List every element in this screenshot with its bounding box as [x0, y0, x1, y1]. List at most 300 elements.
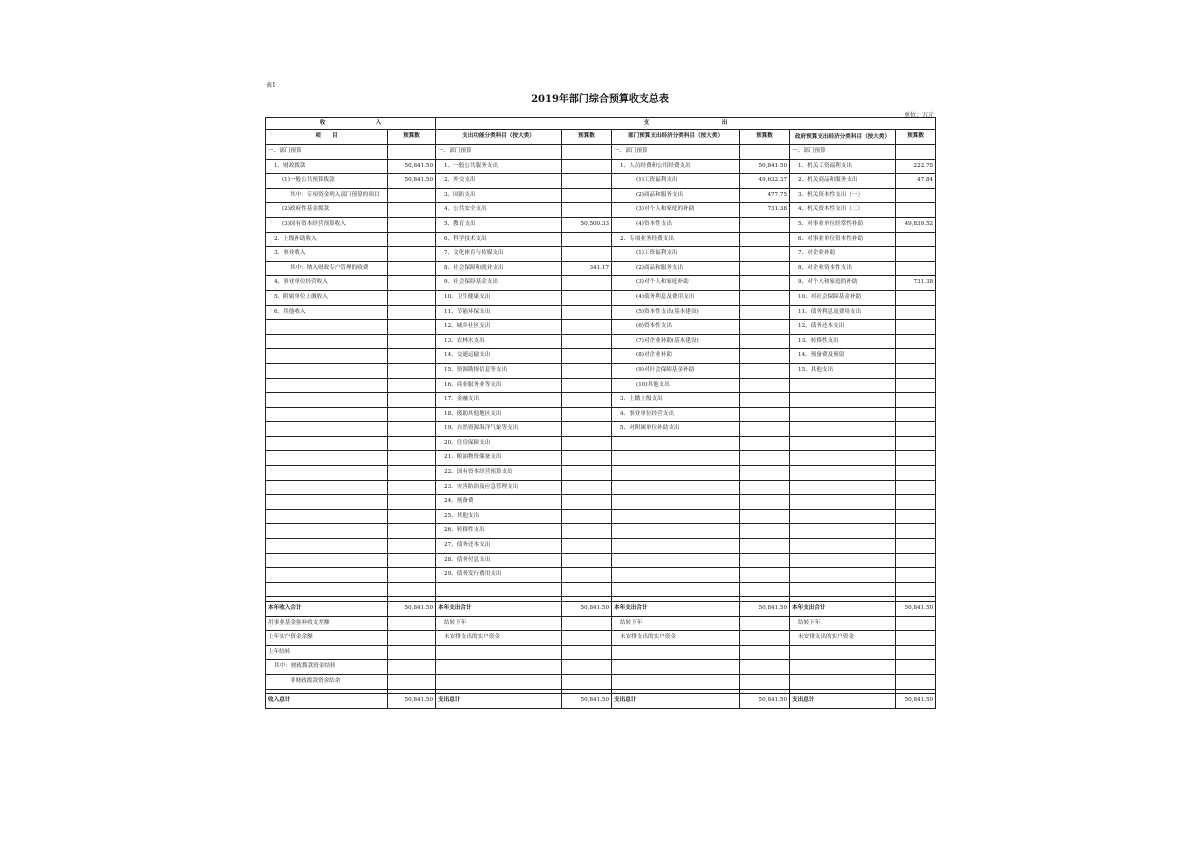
- amount-cell: [562, 524, 612, 539]
- table-row: [266, 261, 936, 276]
- item-cell: 2、专项业务经费支出: [612, 232, 740, 247]
- gov-econ-header: 政府预算支出经济分类科目（按大类）: [790, 130, 896, 145]
- amount-header: 预算数: [896, 130, 936, 145]
- amount-cell: [388, 290, 436, 305]
- amount-cell: [562, 553, 612, 568]
- item-cell: [266, 480, 388, 495]
- item-cell: [266, 363, 388, 378]
- amount-cell: [562, 334, 612, 349]
- item-cell: 25、其他支出: [436, 509, 562, 524]
- amount-cell: [562, 320, 612, 335]
- amount-cell: 50,841.50: [388, 174, 436, 189]
- amount-cell: [896, 349, 936, 364]
- item-cell: 11、债务利息及费用支出: [790, 305, 896, 320]
- table-row: [266, 616, 936, 631]
- amount-cell: [740, 582, 790, 597]
- amount-cell: [740, 631, 790, 646]
- item-cell: 6、科学技术支出: [436, 232, 562, 247]
- item-cell: 9、社会保险基金支出: [436, 276, 562, 291]
- amount-cell: [388, 393, 436, 408]
- amount-cell: [388, 451, 436, 466]
- amount-cell: [740, 247, 790, 262]
- item-cell: [612, 495, 740, 510]
- item-cell: [436, 582, 562, 597]
- amount-cell: [562, 631, 612, 646]
- amount-cell: [896, 422, 936, 437]
- item-cell: 2、外交支出: [436, 174, 562, 189]
- item-cell: [790, 582, 896, 597]
- amount-cell: [896, 334, 936, 349]
- amount-cell: [740, 349, 790, 364]
- amount-cell: [388, 363, 436, 378]
- amount-cell: [562, 495, 612, 510]
- table-row: [266, 290, 936, 305]
- amount-cell: [896, 305, 936, 320]
- amount-cell: [896, 539, 936, 554]
- amount-cell: [740, 290, 790, 305]
- item-cell: [790, 675, 896, 690]
- amount-cell: [896, 203, 936, 218]
- item-cell: 非财政拨款资金结余: [266, 675, 388, 690]
- item-cell: [612, 553, 740, 568]
- amount-cell: [896, 261, 936, 276]
- item-cell: (2)政府性基金拨款: [266, 203, 388, 218]
- table-row: [266, 495, 936, 510]
- table-row: [266, 188, 936, 203]
- amount-cell: [896, 480, 936, 495]
- item-cell: [790, 407, 896, 422]
- amount-cell: [896, 660, 936, 675]
- table-row: [266, 174, 936, 189]
- amount-cell: [896, 631, 936, 646]
- amount-cell: [562, 393, 612, 408]
- table-row: [266, 601, 936, 616]
- item-cell: 22、国有资本经营预算支出: [436, 466, 562, 481]
- item-cell: 本年支出合计: [612, 601, 740, 616]
- amount-cell: [388, 145, 436, 160]
- amount-cell: [388, 334, 436, 349]
- table-row: [266, 422, 936, 437]
- item-cell: (10)其他支出: [612, 378, 740, 393]
- item-cell: [612, 524, 740, 539]
- item-cell: 10、卫生健康支出: [436, 290, 562, 305]
- header-row-1: [266, 118, 936, 130]
- item-cell: 其中：纳入财政专户管理的收费: [266, 261, 388, 276]
- amount-cell: 50,841.50: [740, 694, 790, 709]
- item-cell: [790, 553, 896, 568]
- func-header: 支出功能分类科目（按大类）: [436, 130, 562, 145]
- amount-cell: [562, 480, 612, 495]
- table-row: [266, 524, 936, 539]
- amount-cell: [740, 451, 790, 466]
- item-cell: (6)资本性支出: [612, 320, 740, 335]
- table-row: [266, 378, 936, 393]
- amount-cell: [562, 363, 612, 378]
- amount-cell: [562, 582, 612, 597]
- header-row-2: [266, 130, 936, 145]
- item-cell: [266, 539, 388, 554]
- table-row: [266, 363, 936, 378]
- item-cell: 4、事业单位经营支出: [612, 407, 740, 422]
- table-row: [266, 631, 936, 646]
- item-cell: 一、部门预算: [266, 145, 388, 160]
- item-cell: 7、对企业补助: [790, 247, 896, 262]
- amount-cell: [562, 290, 612, 305]
- amount-cell: [388, 582, 436, 597]
- amount-cell: [388, 320, 436, 335]
- table-row: [266, 203, 936, 218]
- amount-cell: [562, 276, 612, 291]
- item-cell: [436, 645, 562, 660]
- item-cell: [790, 466, 896, 481]
- table-row: [266, 393, 936, 408]
- amount-cell: [388, 660, 436, 675]
- item-cell: (3)对个人和家庭补助: [612, 276, 740, 291]
- table-row: [266, 466, 936, 481]
- item-cell: [266, 451, 388, 466]
- table-row: [266, 305, 936, 320]
- item-cell: 12、城乡社区支出: [436, 320, 562, 335]
- item-cell: 5、对附属单位补助支出: [612, 422, 740, 437]
- amount-cell: 731.38: [896, 276, 936, 291]
- amount-cell: [896, 232, 936, 247]
- amount-cell: [740, 261, 790, 276]
- item-cell: 支出总计: [436, 694, 562, 709]
- item-cell: [436, 660, 562, 675]
- table-row: [266, 582, 936, 597]
- item-cell: [266, 466, 388, 481]
- item-cell: 收入总计: [266, 694, 388, 709]
- amount-cell: [896, 407, 936, 422]
- item-cell: 1、一般公共服务支出: [436, 159, 562, 174]
- item-cell: 3、上缴上级支出: [612, 393, 740, 408]
- item-cell: 29、债务发行费用支出: [436, 568, 562, 583]
- amount-cell: [740, 660, 790, 675]
- item-cell: 5、教育支出: [436, 217, 562, 232]
- item-cell: [790, 436, 896, 451]
- item-cell: 8、社会保障和就业支出: [436, 261, 562, 276]
- amount-cell: [896, 524, 936, 539]
- item-cell: [790, 645, 896, 660]
- amount-cell: [388, 232, 436, 247]
- amount-cell: [740, 509, 790, 524]
- item-cell: [266, 378, 388, 393]
- amount-cell: [388, 539, 436, 554]
- unit-label: 单位：万元: [903, 112, 934, 119]
- item-cell: [266, 422, 388, 437]
- amount-cell: [388, 645, 436, 660]
- item-cell: 用事业基金弥补收支差额: [266, 616, 388, 631]
- item-cell: [266, 320, 388, 335]
- item-cell: 本年支出合计: [436, 601, 562, 616]
- item-cell: [612, 645, 740, 660]
- amount-cell: [562, 539, 612, 554]
- item-cell: 上年结转: [266, 645, 388, 660]
- item-cell: 14、预备费及预留: [790, 349, 896, 364]
- amount-cell: [896, 509, 936, 524]
- amount-cell: 222.75: [896, 159, 936, 174]
- amount-cell: 50,500.33: [562, 217, 612, 232]
- item-cell: 6、对事业单位资本性补助: [790, 232, 896, 247]
- item-cell: [266, 349, 388, 364]
- table-row: [266, 247, 936, 262]
- item-cell: 11、节能环保支出: [436, 305, 562, 320]
- item-cell: 其中：财政拨款资金结转: [266, 660, 388, 675]
- amount-cell: [740, 616, 790, 631]
- amount-cell: [562, 466, 612, 481]
- item-cell: 10、对社会保障基金补助: [790, 290, 896, 305]
- amount-header: 预算数: [562, 130, 612, 145]
- item-cell: 9、对个人和家庭的补助: [790, 276, 896, 291]
- amount-cell: [388, 675, 436, 690]
- item-cell: 13、农林水支出: [436, 334, 562, 349]
- amount-cell: [562, 188, 612, 203]
- amount-cell: [740, 232, 790, 247]
- item-cell: [612, 436, 740, 451]
- item-cell: [790, 422, 896, 437]
- table-row: [266, 145, 936, 160]
- amount-cell: [562, 660, 612, 675]
- table-row: [266, 568, 936, 583]
- amount-cell: [896, 378, 936, 393]
- amount-cell: [388, 568, 436, 583]
- amount-cell: [562, 436, 612, 451]
- amount-cell: [562, 349, 612, 364]
- amount-cell: [896, 145, 936, 160]
- item-cell: 19、自然资源海洋气象等支出: [436, 422, 562, 437]
- item-cell: 6、其他收入: [266, 305, 388, 320]
- amount-cell: [562, 305, 612, 320]
- item-cell: 一、部门预算: [612, 145, 740, 160]
- item-cell: (3)对个人和家庭的补助: [612, 203, 740, 218]
- dept-econ-header: 部门预算支出经济分类科目（按大类）: [612, 130, 740, 145]
- item-cell: [790, 509, 896, 524]
- amount-cell: [740, 524, 790, 539]
- amount-cell: [562, 232, 612, 247]
- amount-cell: 50,841.50: [896, 601, 936, 616]
- item-cell: 其中：专项资金列入部门预算的项目: [266, 188, 388, 203]
- item-cell: 一、部门预算: [436, 145, 562, 160]
- amount-cell: [740, 276, 790, 291]
- table-row: [266, 553, 936, 568]
- item-header: 项 目: [266, 130, 388, 145]
- item-cell: 5、对事业单位经常性补助: [790, 217, 896, 232]
- item-cell: 4、公共安全支出: [436, 203, 562, 218]
- amount-cell: [740, 480, 790, 495]
- amount-cell: 50,841.50: [562, 601, 612, 616]
- item-cell: 1、人员经费和公用经费支出: [612, 159, 740, 174]
- amount-cell: [896, 320, 936, 335]
- table-row: [266, 480, 936, 495]
- item-cell: [266, 334, 388, 349]
- item-cell: 21、粮油物资储备支出: [436, 451, 562, 466]
- table-row: [266, 539, 936, 554]
- amount-cell: 477.75: [740, 188, 790, 203]
- amount-cell: [562, 247, 612, 262]
- item-cell: 27、债务还本支出: [436, 539, 562, 554]
- item-cell: [612, 451, 740, 466]
- amount-cell: [740, 217, 790, 232]
- item-cell: (4)资本性支出: [612, 217, 740, 232]
- amount-cell: 50,841.50: [740, 159, 790, 174]
- amount-cell: [388, 407, 436, 422]
- amount-cell: [896, 393, 936, 408]
- item-cell: [266, 568, 388, 583]
- item-cell: (8)对企业补助: [612, 349, 740, 364]
- amount-cell: [740, 334, 790, 349]
- item-cell: 3、国防支出: [436, 188, 562, 203]
- table-tag: 表1: [266, 82, 276, 89]
- amount-cell: [388, 480, 436, 495]
- item-cell: [612, 675, 740, 690]
- income-header: 收 入: [266, 118, 436, 130]
- item-cell: 16、商业服务业等支出: [436, 378, 562, 393]
- item-cell: 12、债务还本支出: [790, 320, 896, 335]
- amount-cell: [562, 616, 612, 631]
- item-cell: [612, 480, 740, 495]
- amount-cell: [562, 509, 612, 524]
- item-cell: [612, 582, 740, 597]
- table-row: [266, 436, 936, 451]
- amount-cell: [740, 436, 790, 451]
- item-cell: 23、灾害防治及应急管理支出: [436, 480, 562, 495]
- item-cell: 3、机关资本性支出（一）: [790, 188, 896, 203]
- amount-cell: [562, 145, 612, 160]
- item-cell: (1)一般公共预算拨款: [266, 174, 388, 189]
- amount-cell: [896, 553, 936, 568]
- amount-cell: [388, 203, 436, 218]
- item-cell: [790, 378, 896, 393]
- amount-cell: [388, 276, 436, 291]
- table-row: [266, 660, 936, 675]
- item-cell: [266, 436, 388, 451]
- amount-cell: [562, 203, 612, 218]
- amount-cell: [896, 466, 936, 481]
- item-cell: (9)对社会保障基金补助: [612, 363, 740, 378]
- item-cell: 未安排支出的实户资金: [612, 631, 740, 646]
- amount-cell: [388, 524, 436, 539]
- item-cell: [612, 568, 740, 583]
- amount-cell: 50,841.50: [562, 694, 612, 709]
- item-cell: 8、对企业资本性支出: [790, 261, 896, 276]
- item-cell: [612, 660, 740, 675]
- amount-cell: [896, 645, 936, 660]
- amount-cell: [740, 466, 790, 481]
- table-row: [266, 407, 936, 422]
- amount-cell: [896, 290, 936, 305]
- amount-cell: [562, 451, 612, 466]
- amount-cell: [896, 247, 936, 262]
- item-cell: 支出总计: [790, 694, 896, 709]
- expense-header: 支 出: [436, 118, 936, 130]
- amount-cell: [896, 568, 936, 583]
- item-cell: 13、转移性支出: [790, 334, 896, 349]
- item-cell: [266, 582, 388, 597]
- amount-cell: [740, 378, 790, 393]
- item-cell: (1)工资福利支出: [612, 174, 740, 189]
- amount-cell: [896, 675, 936, 690]
- item-cell: 未安排支出的实户资金: [790, 631, 896, 646]
- amount-cell: 50,841.50: [388, 159, 436, 174]
- item-cell: 本年支出合计: [790, 601, 896, 616]
- amount-cell: 50,841.50: [740, 601, 790, 616]
- amount-cell: 50,841.50: [896, 694, 936, 709]
- amount-cell: [740, 363, 790, 378]
- amount-cell: [562, 159, 612, 174]
- item-cell: 15、其他支出: [790, 363, 896, 378]
- item-cell: [436, 675, 562, 690]
- item-cell: 2、机关商品和服务支出: [790, 174, 896, 189]
- amount-header: 预算数: [740, 130, 790, 145]
- item-cell: [266, 509, 388, 524]
- amount-cell: [740, 553, 790, 568]
- table-row: [266, 232, 936, 247]
- amount-cell: [740, 568, 790, 583]
- amount-cell: [896, 451, 936, 466]
- amount-cell: [740, 407, 790, 422]
- item-cell: 24、预备费: [436, 495, 562, 510]
- item-cell: 一、部门预算: [790, 145, 896, 160]
- amount-cell: [896, 495, 936, 510]
- table-row: [266, 451, 936, 466]
- amount-cell: [896, 616, 936, 631]
- item-cell: (2)商品和服务支出: [612, 261, 740, 276]
- item-cell: [790, 495, 896, 510]
- item-cell: [612, 539, 740, 554]
- item-cell: 支出总计: [612, 694, 740, 709]
- amount-cell: 50,841.50: [388, 694, 436, 709]
- amount-cell: [388, 261, 436, 276]
- amount-cell: [896, 582, 936, 597]
- amount-cell: [388, 247, 436, 262]
- amount-cell: 341.17: [562, 261, 612, 276]
- amount-cell: [562, 407, 612, 422]
- amount-cell: [740, 305, 790, 320]
- table-row: [266, 645, 936, 660]
- item-cell: 结转下年: [612, 616, 740, 631]
- amount-cell: [562, 675, 612, 690]
- amount-cell: [896, 363, 936, 378]
- amount-cell: [562, 378, 612, 393]
- item-cell: [266, 495, 388, 510]
- amount-header: 预算数: [388, 130, 436, 145]
- amount-cell: [388, 305, 436, 320]
- amount-cell: 49,632.37: [740, 174, 790, 189]
- item-cell: 28、债务付息支出: [436, 553, 562, 568]
- amount-cell: [562, 568, 612, 583]
- page-title: 2019年部门综合预算收支总表: [531, 94, 669, 105]
- amount-cell: [740, 539, 790, 554]
- item-cell: [790, 539, 896, 554]
- table-row: [266, 349, 936, 364]
- amount-cell: [562, 174, 612, 189]
- amount-cell: [388, 509, 436, 524]
- amount-cell: [388, 188, 436, 203]
- item-cell: 5、附属单位上缴收入: [266, 290, 388, 305]
- amount-cell: [740, 422, 790, 437]
- item-cell: (5)资本性支出(基本建设): [612, 305, 740, 320]
- amount-cell: [388, 466, 436, 481]
- budget-table: [265, 117, 936, 709]
- item-cell: [790, 451, 896, 466]
- item-cell: 1、机关工资福利支出: [790, 159, 896, 174]
- amount-cell: [388, 631, 436, 646]
- item-cell: (3)国有资本经营预算收入: [266, 217, 388, 232]
- amount-cell: [896, 436, 936, 451]
- item-cell: 2、上级补助收入: [266, 232, 388, 247]
- table-row: [266, 320, 936, 335]
- amount-cell: [740, 645, 790, 660]
